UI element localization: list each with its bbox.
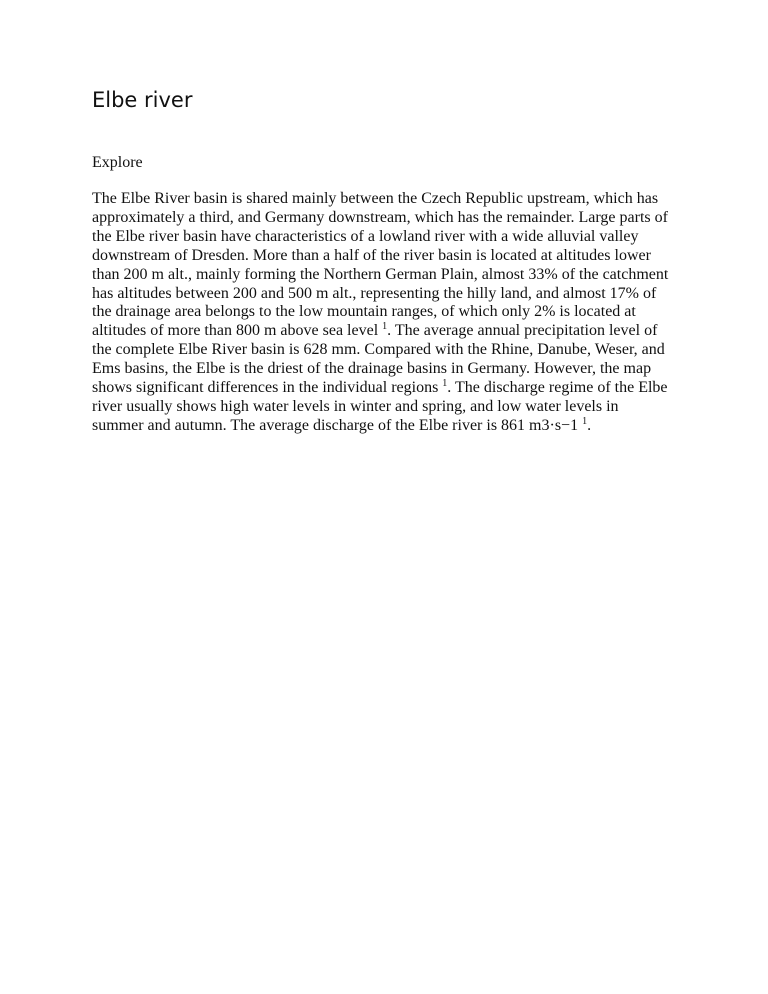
paragraph-text-3: . The discharge regime of the Elbe river usually shows high water levels in winter and spring, and low water levels in summer and autumn. The average discharge of the Elbe river is 861 m3·s−1: [92, 379, 668, 434]
explore-heading: Explore: [92, 154, 143, 171]
body-paragraph: [92, 190, 674, 436]
citation-ref-2[interactable]: 1: [442, 378, 448, 390]
citation-ref-3[interactable]: 1: [582, 415, 588, 427]
citation-ref-1[interactable]: 1: [382, 321, 388, 333]
paragraph-text-2: . The average annual precipitation level of the complete Elbe River basin is 628 mm. Compared with the Rhine, Danube, Weser, and Ems basins, the Elbe is the driest of the drainage basins in Germany. However, the map shows significant differences in the individual regions: [92, 322, 665, 397]
paragraph-text-1: The Elbe River basin is shared mainly between the Czech Republic upstream, which has approximately a third, and Germany downstream, which has the remainder. Large parts of the Elbe river basin have characteristics of a lowland river with a wide alluvial valley downstream of Dresden. More than a half of the river basin is located at altitudes lower than 200 m alt., mainly forming the Northern German Plain, almost 33% of the catchment has altitudes between 200 and 500 m alt., representing the hilly land, and almost 17% of the drainage area belongs to the low mountain ranges, of which only 2% is located at altitudes of more than 800 m above sea level: [92, 190, 669, 340]
page-title: Elbe river: [92, 88, 193, 112]
paragraph-text-4: .: [587, 416, 592, 434]
